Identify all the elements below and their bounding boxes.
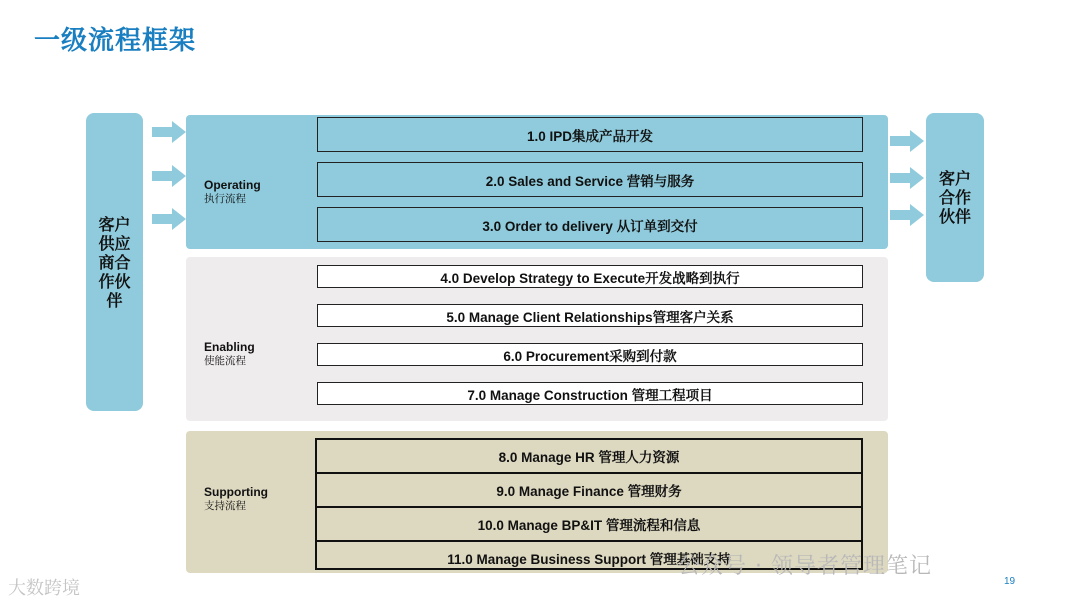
enabling-label-en: Enabling (204, 340, 255, 354)
operating-label-zh: 执行流程 (204, 193, 246, 205)
supporting-label (204, 485, 268, 513)
process-box-6: 6.0 Procurement采购到付款 (317, 343, 863, 366)
operating-band (186, 115, 888, 249)
arrow-right-icon (890, 130, 924, 152)
process-box-3: 3.0 Order to delivery 从订单到交付 (317, 207, 863, 242)
watermark-left: 大数跨境 (8, 578, 80, 599)
page-number: 19 (1004, 576, 1016, 587)
page-title: 一级流程框架 (34, 26, 197, 56)
arrow-right-icon (890, 167, 924, 189)
operating-label (204, 178, 261, 206)
process-box-8: 8.0 Manage HR 管理人力资源 (317, 440, 861, 474)
enabling-label (204, 340, 255, 368)
arrow-right-icon (890, 204, 924, 226)
process-box-11: 11.0 Manage Business Support 管理基础支持 (447, 552, 731, 567)
enabling-label-zh: 使能流程 (204, 355, 246, 367)
customer-partner-panel: 客户 合作 伙伴 (926, 113, 984, 282)
supporting-label-en: Supporting (204, 485, 268, 499)
supporting-label-zh: 支持流程 (204, 500, 246, 512)
arrow-right-icon (152, 208, 186, 230)
process-box-2: 2.0 Sales and Service 营销与服务 (317, 162, 863, 197)
process-box-5: 5.0 Manage Client Relationships管理客户关系 (317, 304, 863, 327)
customer-supplier-partner-panel: 客户 供应 商合 作伙 伴 (86, 113, 143, 411)
arrow-right-icon (152, 165, 186, 187)
process-box-9: 9.0 Manage Finance 管理财务 (317, 474, 861, 508)
arrow-right-icon (152, 121, 186, 143)
watermark-right: 公众号 · 领导者管理笔记 (678, 554, 932, 579)
process-box-4: 4.0 Develop Strategy to Execute开发战略到执行 (317, 265, 863, 288)
operating-label-en: Operating (204, 178, 261, 192)
process-box-7: 7.0 Manage Construction 管理工程项目 (317, 382, 863, 405)
process-box-1: 1.0 IPD集成产品开发 (317, 117, 863, 152)
process-box-10: 10.0 Manage BP&IT 管理流程和信息 (317, 508, 861, 542)
enabling-band (186, 257, 888, 421)
